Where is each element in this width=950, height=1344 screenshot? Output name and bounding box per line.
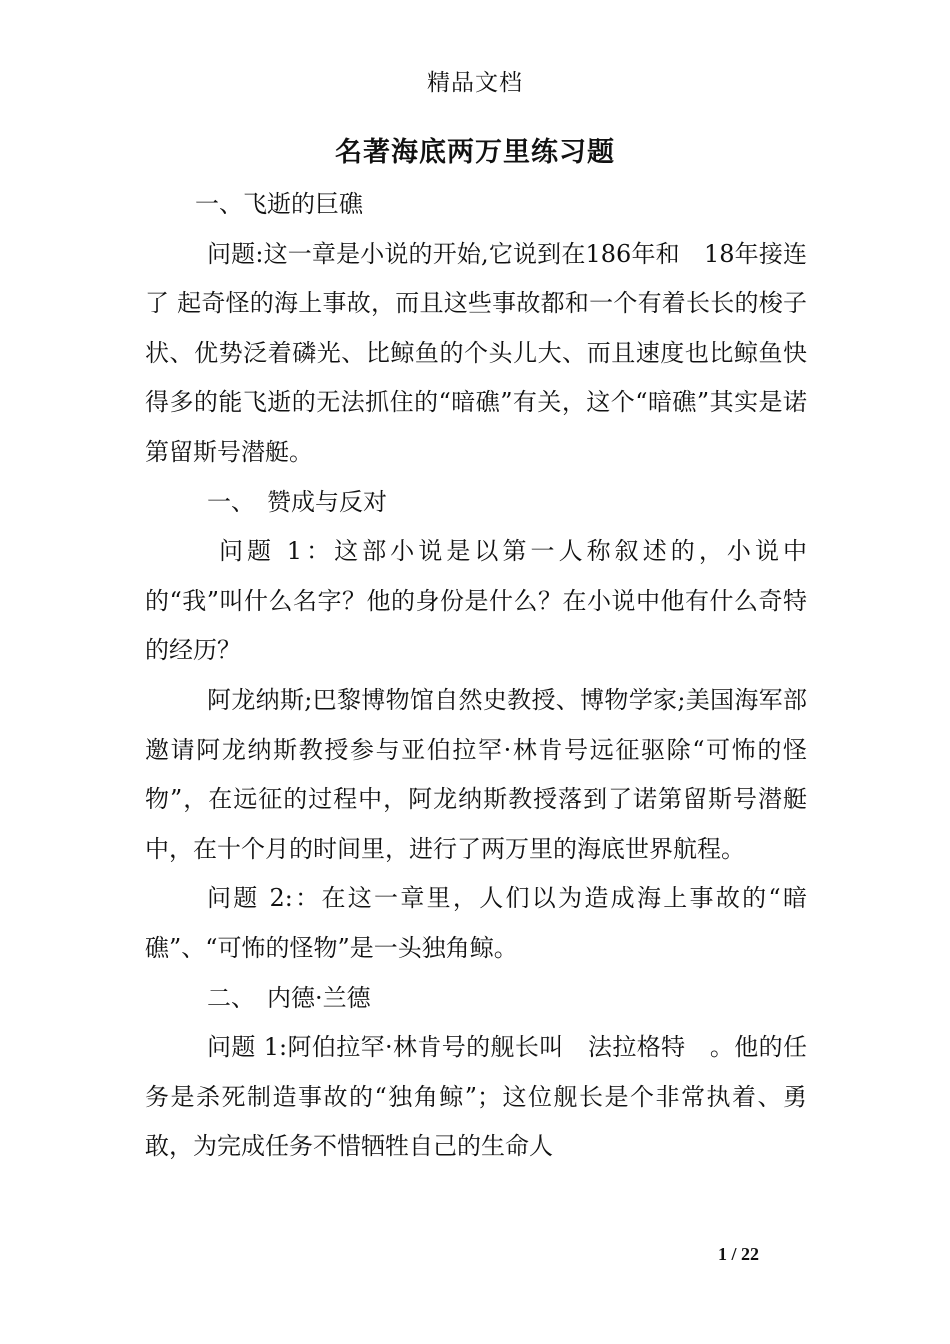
paragraph: 问题:这一章是小说的开始,它说到在186年和 18年接连了 起奇怪的海上事故，而且这些事故都和一个有着长长的梭子状、优势泛着磷光、比鲸鱼的个头儿大、而且速度也比鲸鱼快得多的能飞逝的无法抓住的“暗礁”有关，这个“暗礁”其实是诺第留斯号潜艇。: [145, 239, 807, 466]
paragraph: 二、 内德·兰德: [207, 983, 371, 1012]
paragraph: 问题 1:阿伯拉罕·林肯号的舰长叫 法拉格特 。他的任务是杀死制造事故的“独角鲸”；这位舰长是个非常执着、勇敢，为完成任务不惜牺牲自己的生命人: [145, 1033, 807, 1161]
document-title: 名著海底两万里练习题: [335, 137, 615, 168]
paragraph: 一、 赞成与反对: [207, 487, 387, 516]
paragraph: 阿龙纳斯;巴黎博物馆自然史教授、博物学家;美国海军部邀请阿龙纳斯教授参与亚伯拉罕·林肯号远征驱除“可怖的怪物”，在远征的过程中，阿龙纳斯教授落到了诺第留斯号潜艇中，在十个月的时间里，进行了两万里的海底世界航程。: [145, 685, 807, 863]
page-number: 1 / 22: [718, 1244, 760, 1264]
paragraph: 问题 1：这部小说是以第一人称叙述的，小说中的“我”叫什么名字？他的身份是什么？在小说中他有什么奇特的经历？: [145, 537, 807, 665]
paragraph: 一、飞逝的巨礁: [195, 190, 363, 218]
paragraph: 问题 2:：在这一章里，人们以为造成海上事故的“暗礁”、“可怖的怪物”是一头独角鲸。: [145, 884, 807, 962]
document-body: [145, 180, 807, 1172]
page-header: 精品文档: [427, 70, 523, 96]
